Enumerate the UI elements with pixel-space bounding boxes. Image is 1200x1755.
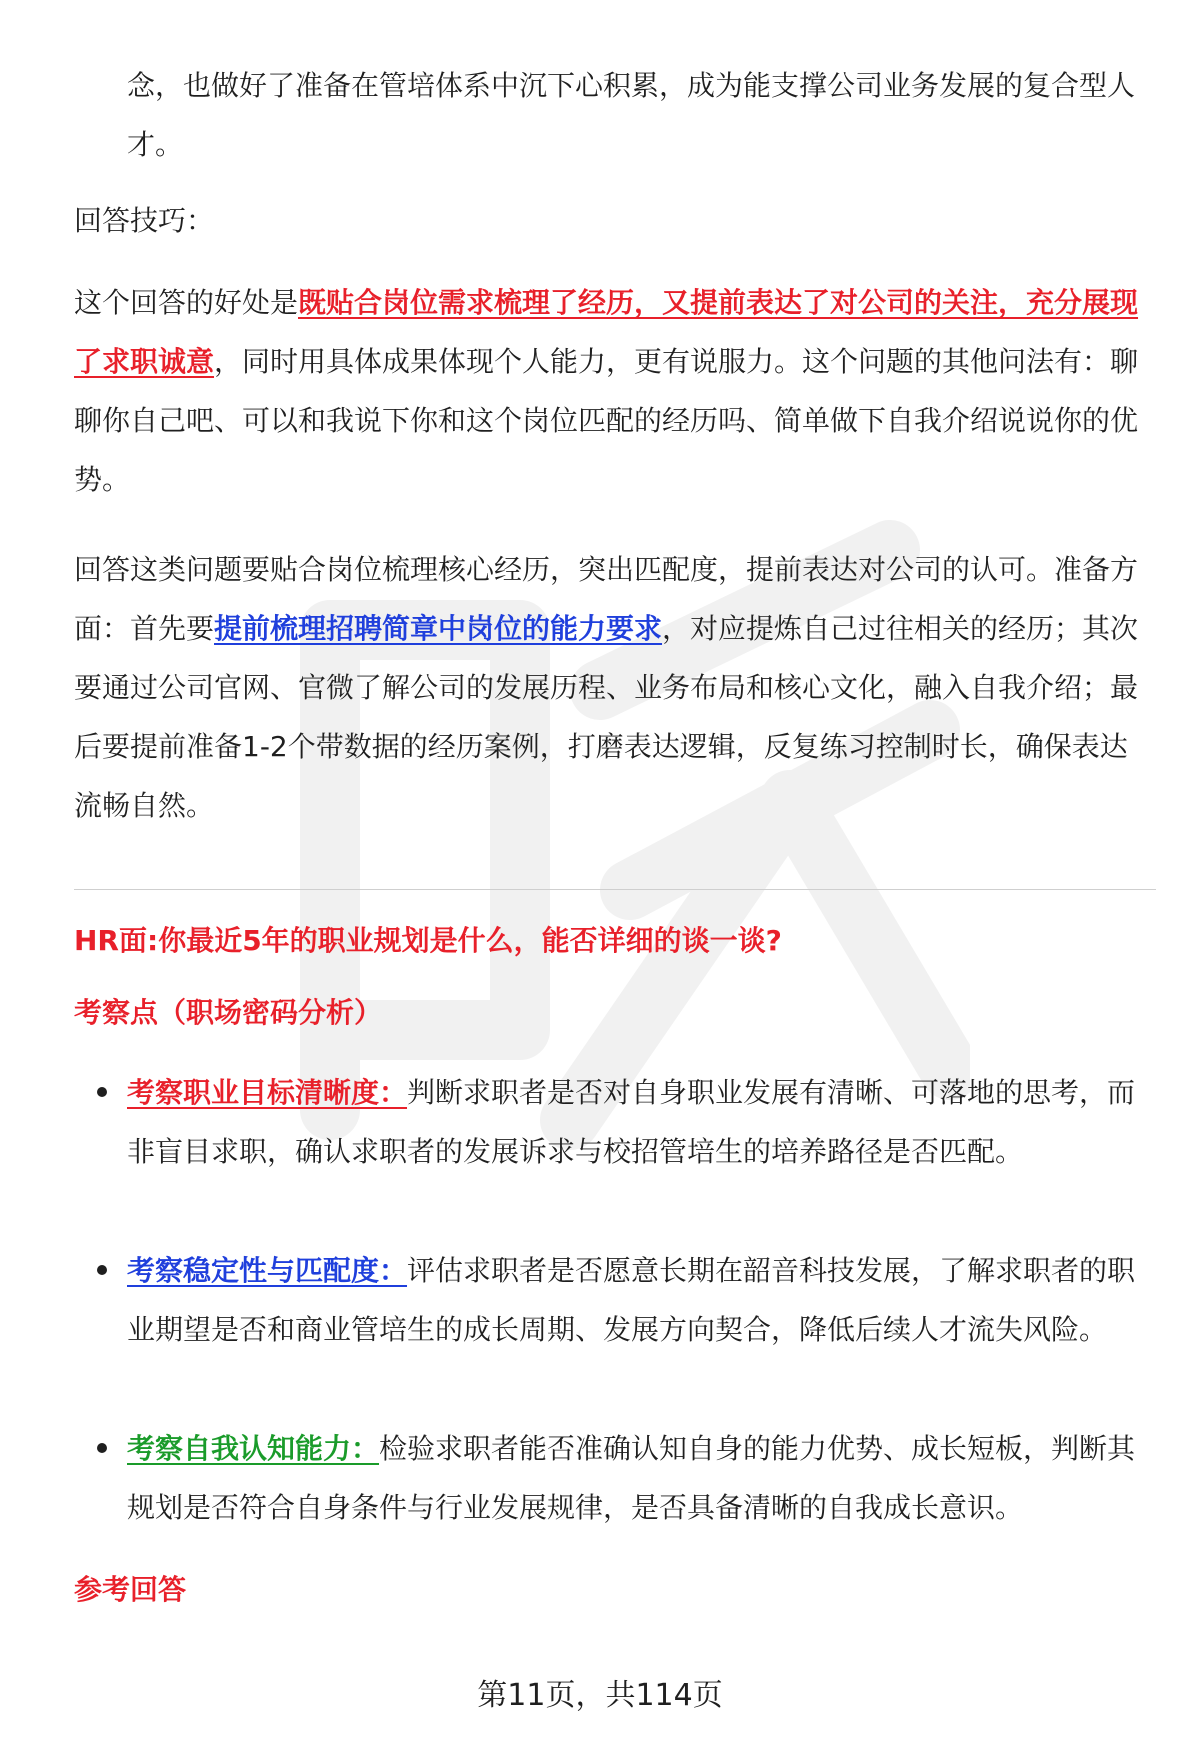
- exam-point-3-text: 检验求职者能否准确认知自身的能力优势、成长短板，判断其规划是否符合自身条件与行业发展规律，是否具备清晰的自我成长意识。: [127, 1432, 1136, 1524]
- reference-answer-heading: 参考回答: [74, 1573, 187, 1606]
- intro-continuation: 念，也做好了准备在管培体系中沉下心积累，成为能支撑公司业务发展的复合型人才。: [127, 69, 1136, 161]
- tips-para1-prefix: 这个回答的好处是: [74, 286, 299, 319]
- exam-point-2-text: 评估求职者是否愿意长期在韶音科技发展，了解求职者的职业期望是否和商业管培生的成长周期、发展方向契合，降低后续人才流失风险。: [127, 1254, 1136, 1346]
- tips-para1-highlight: 既贴合岗位需求梳理了经历，又提前表达了对公司的关注，充分展现了求职诚意: [74, 286, 1139, 378]
- question-title: HR面:你最近5年的职业规划是什么，能否详细的谈一谈?: [74, 924, 782, 957]
- exam-points-heading: 考察点（职场密码分析）: [74, 996, 383, 1029]
- tips-para2-highlight: 提前梳理招聘简章中岗位的能力要求: [214, 612, 663, 645]
- exam-point-3-label: 考察自我认知能力：: [127, 1432, 380, 1465]
- exam-point-1-text: 判断求职者是否对自身职业发展有清晰、可落地的思考，而非盲目求职，确认求职者的发展诉求与校招管培生的培养路径是否匹配。: [127, 1076, 1136, 1168]
- tips-label: 回答技巧：: [74, 204, 215, 237]
- page-number-footer: 第11页，共114页: [477, 1678, 723, 1713]
- tips-paragraph-2: [74, 540, 1154, 835]
- section-divider: [74, 889, 1156, 890]
- exam-point-2-label: 考察稳定性与匹配度：: [127, 1254, 408, 1287]
- exam-point-1-label: 考察职业目标清晰度：: [127, 1076, 408, 1109]
- tips-paragraph-1: [74, 273, 1154, 509]
- tips-para2-prefix: 回答这类问题要贴合岗位梳理核心经历，突出匹配度，提前表达对公司的认可。准备方面：首先要: [74, 553, 1139, 645]
- bullet-dot: [97, 1087, 107, 1097]
- tips-para2-suffix: ，对应提炼自己过往相关的经历；其次要通过公司官网、官微了解公司的发展历程、业务布局和核心文化，融入自我介绍；最后要提前准备1-2个带数据的经历案例，打磨表达逻辑，反复练习控制时长，确保表达流畅自然。: [74, 612, 1139, 822]
- exam-point-3: [127, 1419, 1157, 1537]
- bullet-dot: [97, 1265, 107, 1275]
- bullet-dot: [97, 1443, 107, 1453]
- tips-para1-suffix: ，同时用具体成果体现个人能力，更有说服力。这个问题的其他问法有：聊聊你自己吧、可以和我说下你和这个岗位匹配的经历吗、简单做下自我介绍说说你的优势。: [74, 345, 1139, 496]
- exam-point-1: [127, 1063, 1157, 1181]
- exam-point-2: [127, 1241, 1157, 1359]
